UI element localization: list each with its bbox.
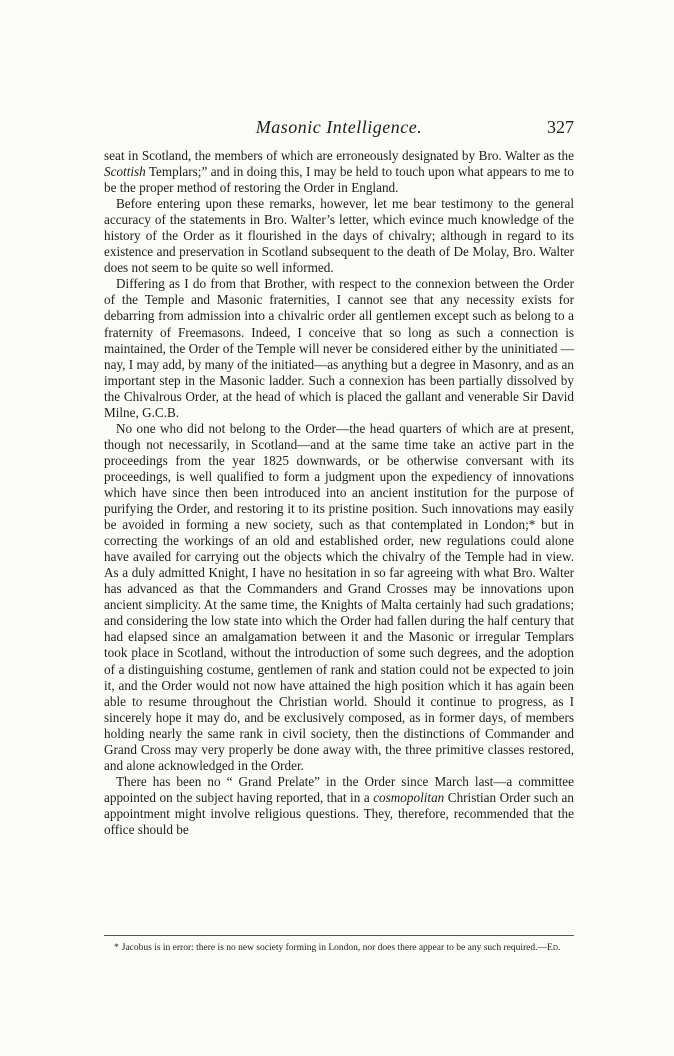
footnote-signature: Ed. xyxy=(547,943,561,953)
paragraph-text: seat in Scotland, the members of which are erroneously designated by Bro. Walter as the xyxy=(104,148,574,163)
paragraph xyxy=(104,774,574,838)
footnote xyxy=(104,942,574,954)
paragraph-text: Before entering upon these remarks, however, let me bear testimony to the general accuracy of the statements in Bro. Walter’s letter, which evince much knowledge of the history of the Order as it flourished in the days of chivalry; although in regard to its existence and preservation in Scotland subsequent to the death of De Molay, Bro. Walter does not seem to be quite so well informed. xyxy=(104,196,574,276)
paragraph-text: Templars;” and in doing this, I may be held to touch upon what appears to me to be the proper method of restoring the Order in England. xyxy=(104,164,574,196)
page-number: 327 xyxy=(547,117,574,137)
italic-text: cosmopolitan xyxy=(373,789,445,805)
running-title: Masonic Intelligence. xyxy=(255,117,423,137)
footnote-text: Jacobus is in error: there is no new society forming in London, nor does there appear to be any such required.— xyxy=(121,943,548,953)
italic-text: Scottish xyxy=(104,164,146,180)
footnote-mark: * xyxy=(114,943,119,953)
paragraph xyxy=(104,148,574,196)
paragraph xyxy=(104,196,574,276)
paragraph-text: No one who did not belong to the Order—the head quarters of which are at present, though not necessarily, in Scotland—and at the same time take an active part in the proceedings from the year 1825 downwards, or be otherwise conversant with its proceedings, is well qualified to form a judgment upon the expediency of innovations which have since then been introduced into an ancient institution for the purpose of purifying the Order, and restoring it to its pristine position. Such innovations may easily be avoided in forming a new society, such as that contemplated in London;* but in correcting the workings of an old and established order, new regulations could alone have availed for carrying out the objects which the chivalry of the Temple had in view. As a duly admitted Knight, I have no hesitation in so far agreeing with what Bro. Walter has advanced as that the Commanders and Grand Crosses may be innovations upon ancient simplicity. At the same time, the Knights of Malta certainly had such gradations; and considering the low state into which the Order had fallen during the half century that had elapsed since an amalgamation between it and the Masonic or irregular Templars took place in Scotland, without the introduction of some such degrees, and the adoption of a distinguishing costume, gentlemen of rank and station could not be expected to join it, and the Order would not now have attained the high position which it has again been able to resume throughout the Christian world. Should it continue to progress, as I sincerely hope it may do, and be exclusively composed, as in former days, of members holding nearly the same rank in civil society, then the distinctions of Commander and Grand Cross may very properly be done away with, the three primitive classes restored, and alone acknowledged in the Order. xyxy=(104,420,574,773)
paragraph-text: Differing as I do from that Brother, with respect to the connexion between the Order of the Temple and Masonic fraternities, I cannot see that any necessity exists for debarring from admission into a chivalric order all gentlemen except such as belong to a fraternity of Freemasons. Indeed, I conceive that so long as such a connection is maintained, the Order of the Temple will never be considered either by the uninitiated —nay, I may add, by many of the initiated—as anything but a degree in Masonry, and as an important step in the Masonic ladder. Such a connexion has been partially dissolved by the Chivalrous Order, at the head of which is placed the gallant and venerable Sir David Milne, G.C.B. xyxy=(104,276,574,420)
body-text xyxy=(104,148,574,838)
paragraph xyxy=(104,421,574,774)
page-header xyxy=(104,117,574,143)
footnote-divider xyxy=(104,935,574,936)
paragraph-text: There has been no “ Grand Prelate” in the Order since March last—a committee appointed on the subject having reported, that in a xyxy=(104,773,574,805)
paragraph-text: Christian Order such an appointment might involve religious questions. They, therefore, recommended that the office should be xyxy=(104,789,574,837)
paragraph xyxy=(104,276,574,420)
